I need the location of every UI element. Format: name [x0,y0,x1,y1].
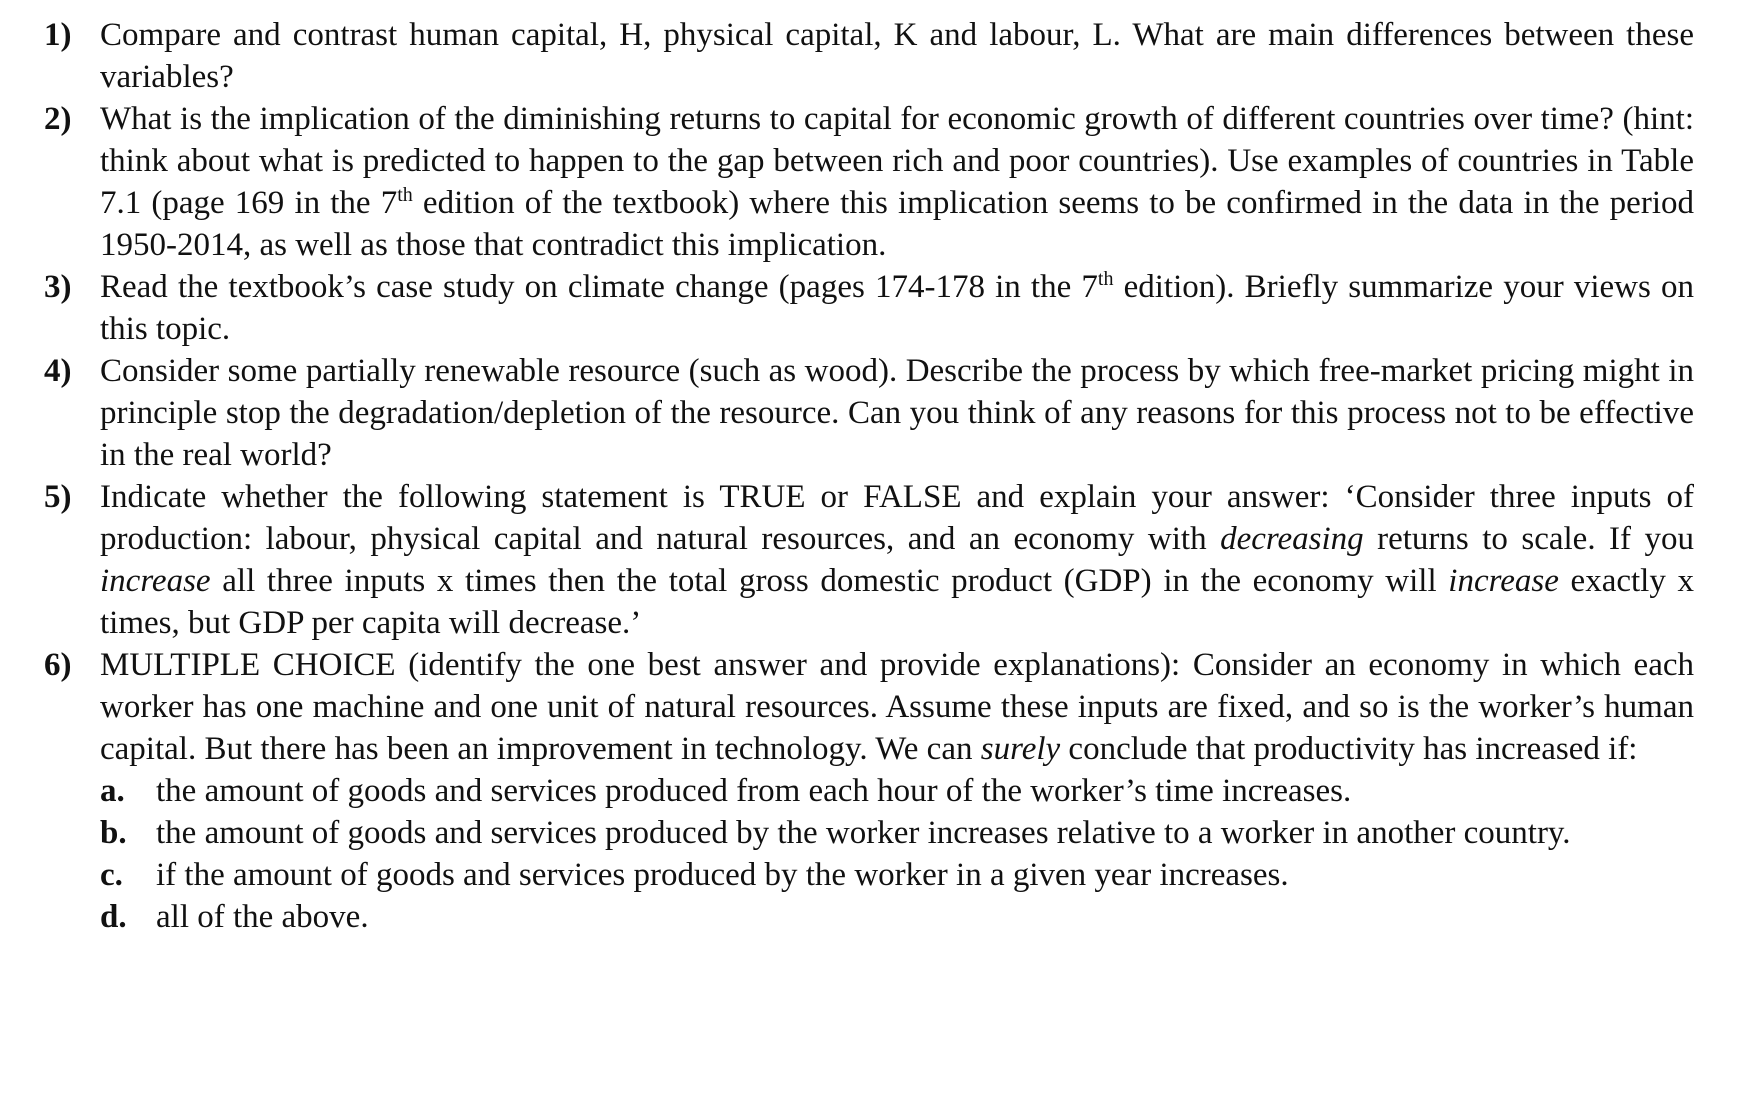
question-number: 5) [44,479,72,515]
question-text: MULTIPLE CHOICE (identify the one best answer and provide explanations): Consider an economy in which each worker has one machine and one unit of natural resources. Assume these inputs are fixed, and so is the worker’s human capital. But there has been an improvement in technology. We can surely conclude that productivity has increased if: [100,647,1694,767]
emphasis: increase [100,563,211,599]
option-b [100,812,1694,854]
question-number: 1) [44,17,72,53]
option-text: the amount of goods and services produced from each hour of the worker’s time increases. [156,773,1352,809]
question-list [44,14,1694,770]
question-text: Consider some partially renewable resource (such as wood). Describe the process by which free-market pricing might in principle stop the degradation/depletion of the resource. Can you think of any reasons for this process not to be effective in the real world? [100,353,1694,473]
question-number: 3) [44,269,72,305]
question-number: 4) [44,353,72,389]
question-4 [44,350,1694,476]
option-a [100,770,1694,812]
emphasis: increase [1448,563,1559,599]
question-text: Indicate whether the following statement is TRUE or FALSE and explain your answer: ‘Consider three inputs of production: labour, physical capital and natural resources, and an economy with decreasing returns to scale. If you increase all three inputs x times then the total gross domestic product (GDP) in the economy will increase exactly x times, but GDP per capita will decrease.’ [100,479,1694,641]
question-text: What is the implication of the diminishing returns to capital for economic growth of different countries over time? (hint: think about what is predicted to happen to the gap between rich and poor countries). Use examples of countries in Table 7.1 (page 169 in the 7th edition of the textbook) where this implication seems to be confirmed in the data in the period 1950-2014, as well as those that contradict this implication. [100,101,1694,263]
question-number: 2) [44,101,72,137]
option-letter: a. [100,773,125,809]
emphasis: surely [980,731,1061,767]
option-letter: c. [100,857,123,893]
option-letter: b. [100,815,127,851]
multiple-choice-options [44,770,1694,938]
assignment-page [44,14,1694,938]
option-c [100,854,1694,896]
emphasis: decreasing [1220,521,1364,557]
question-text: Compare and contrast human capital, H, physical capital, K and labour, L. What are main differences between these variables? [100,17,1694,95]
option-text: if the amount of goods and services produced by the worker in a given year increases. [156,857,1289,893]
question-3 [44,266,1694,350]
question-6 [44,644,1694,770]
superscript: th [1097,268,1114,290]
option-d [100,896,1694,938]
question-5 [44,476,1694,644]
option-letter: d. [100,899,127,935]
question-number: 6) [44,647,72,683]
question-2 [44,98,1694,266]
option-text: all of the above. [156,899,369,935]
question-1 [44,14,1694,98]
option-text: the amount of goods and services produced by the worker increases relative to a worker in another country. [156,815,1571,851]
superscript: th [397,184,413,206]
question-text: Read the textbook’s case study on climate change (pages 174-178 in the 7th edition). Briefly summarize your views on this topic. [100,268,1694,347]
